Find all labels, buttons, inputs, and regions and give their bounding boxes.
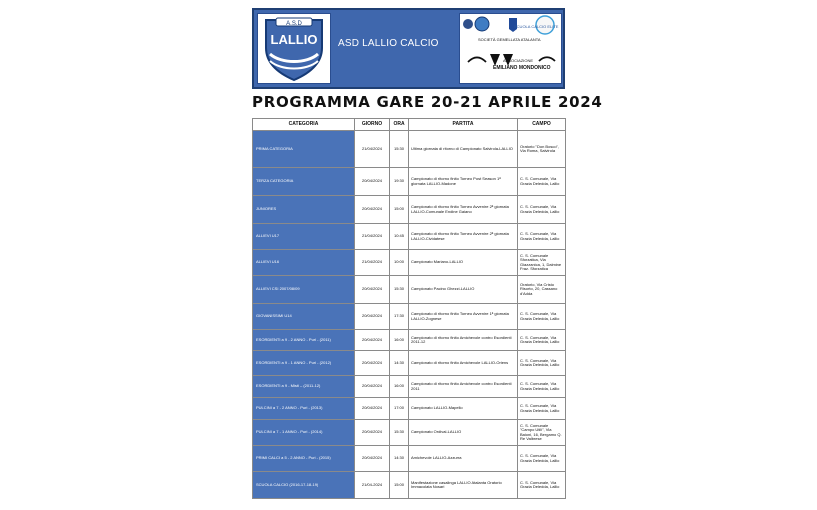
partner-text-3: ASSOCIAZIONE xyxy=(503,58,534,63)
match-cell: Campionato Pacino Ghezzi-LALLIO xyxy=(409,276,518,304)
partner-text-2: SOCIETÀ GEMELLATA ATALANTA xyxy=(478,37,541,42)
category-cell: GIOVANISSIMI U14 xyxy=(253,304,355,330)
svg-text:LALLIO: LALLIO xyxy=(270,32,318,47)
club-logo xyxy=(257,13,331,84)
matches-table xyxy=(252,118,566,499)
table-row xyxy=(253,351,566,376)
time-cell: 10:45 xyxy=(390,224,409,250)
category-cell: ALLIEVI U16 xyxy=(253,250,355,276)
match-cell: Campionato di ritorno finito Torneo Post Season 1ª giornata LALLIO-Madone xyxy=(409,168,518,196)
match-cell: Campionato di ritorno finito Amichevole contro Esordienti 2011 xyxy=(409,376,518,398)
category-cell: ALLIEVI CSI 2007/08/09 xyxy=(253,276,355,304)
date-cell: 21/04/2024 xyxy=(355,250,390,276)
time-cell: 15:00 xyxy=(390,472,409,499)
header-partita: PARTITA xyxy=(409,119,518,131)
category-cell: SCUOLA CALCIO (2016-17-18-19) xyxy=(253,472,355,499)
venue-cell: C. S. Comunale, Via Grazia Deledda, Lallio xyxy=(518,472,566,499)
date-cell: 20/04/2024 xyxy=(355,420,390,446)
table-row xyxy=(253,276,566,304)
header-giorno: GIORNO xyxy=(355,119,390,131)
match-cell: Campionato Mariano-LALLIO xyxy=(409,250,518,276)
match-cell: Campionato Ordival-LALLIO xyxy=(409,420,518,446)
time-cell: 16:00 xyxy=(390,376,409,398)
date-cell: 20/04/2024 xyxy=(355,446,390,472)
category-cell: TERZA CATEGORIA xyxy=(253,168,355,196)
match-cell: Ultima giornata di ritorno di Campionato Salvirola-LALLIO xyxy=(409,131,518,168)
venue-cell: C. S. Comunale, Via Grazia Deledda, Lallio xyxy=(518,376,566,398)
date-cell: 20/04/2024 xyxy=(355,276,390,304)
venue-cell: C. S. Comunale, Via Grazia Deledda, Lallio xyxy=(518,330,566,351)
venue-cell: Oratorio "Don Bosco", Via Roma, Salvirola xyxy=(518,131,566,168)
match-cell: Campionato di ritorno finito Torneo Avvenire 1ª giornata LALLIO-Zognese xyxy=(409,304,518,330)
svg-text:A.S.D: A.S.D xyxy=(286,21,302,27)
venue-cell: C. S. Comunale, Via Grazia Deledda, Lallio xyxy=(518,196,566,224)
venue-cell: C. S. Comunale, Via Grazia Deledda, Lallio xyxy=(518,168,566,196)
time-cell: 17:00 xyxy=(390,398,409,420)
match-cell: Campionato di ritorno finito Torneo Avvenire 2ª giornata LALLIO-Comunale Endine Gaiano xyxy=(409,196,518,224)
date-cell: 21/04/2024 xyxy=(355,224,390,250)
category-cell: ESORDIENTI a 9 - Misti – (2011-12) xyxy=(253,376,355,398)
match-cell: Amichevole LALLIO-Azzurra xyxy=(409,446,518,472)
table-row xyxy=(253,330,566,351)
club-logo-icon xyxy=(258,14,330,83)
category-cell: ALLIEVI U17 xyxy=(253,224,355,250)
date-cell: 20/04/2024 xyxy=(355,330,390,351)
venue-cell: C. S. Comunale Sforzatica, Via Giazzanica, 1, Dalmine Fraz. Sforzatica xyxy=(518,250,566,276)
table-row xyxy=(253,168,566,196)
header-ora: ORA xyxy=(390,119,409,131)
venue-cell: Oratorio, Via Cristo Risorto, 20, Cassano d'Adda xyxy=(518,276,566,304)
time-cell: 14:30 xyxy=(390,351,409,376)
category-cell: PULCINI a 7 - 2 ANNO - Puri - (2013) xyxy=(253,398,355,420)
date-cell: 20/04/2024 xyxy=(355,398,390,420)
match-cell: Campionato di ritorno finito Amichevole contro Esordienti 2011-12 xyxy=(409,330,518,351)
match-cell: Campionato di ritorno finito Amichevole LALLIO-Oriens xyxy=(409,351,518,376)
time-cell: 16:00 xyxy=(390,330,409,351)
match-cell: Campionato di ritorno finito Torneo Avvenire 2ª giornata LALLIO-Cividatese xyxy=(409,224,518,250)
time-cell: 17:30 xyxy=(390,304,409,330)
date-cell: 20/04/2024 xyxy=(355,351,390,376)
time-cell: 15:30 xyxy=(390,276,409,304)
partner-text-4: EMILIANO MONDONICO xyxy=(493,65,551,71)
table-row xyxy=(253,250,566,276)
page-title: PROGRAMMA GARE 20-21 APRILE 2024 xyxy=(252,93,603,111)
time-cell: 14:30 xyxy=(390,446,409,472)
partner-text-1: SCUOLA CALCIO ELITE xyxy=(514,24,559,29)
category-cell: PRIMI CALCI a 5 - 2 ANNO - Puri - (2015) xyxy=(253,446,355,472)
table-row xyxy=(253,472,566,499)
venue-cell: C. S. Comunale, Via Grazia Deledda, Lallio xyxy=(518,224,566,250)
category-cell: ESORDIENTI a 9 - 1 ANNO - Puri - (2012) xyxy=(253,351,355,376)
match-cell: Campionato LALLIO-Mapello xyxy=(409,398,518,420)
category-cell: PULCINI a 7 - 1 ANNO - Puri - (2014) xyxy=(253,420,355,446)
venue-cell: C. S. Comunale, Via Grazia Deledda, Lallio xyxy=(518,351,566,376)
category-cell: ESORDIENTI a 9 - 2 ANNO - Puri - (2011) xyxy=(253,330,355,351)
date-cell: 20/04/2024 xyxy=(355,168,390,196)
table-row xyxy=(253,196,566,224)
date-cell: 21/04-2024 xyxy=(355,472,390,499)
header-campo: CAMPO xyxy=(518,119,566,131)
date-cell: 21/04/2024 xyxy=(355,131,390,168)
time-cell: 15:30 xyxy=(390,420,409,446)
time-cell: 19:30 xyxy=(390,168,409,196)
time-cell: 15:30 xyxy=(390,131,409,168)
venue-cell: C. S. Comunale, Via Grazia Deledda, Lallio xyxy=(518,446,566,472)
header-categoria: CATEGORIA xyxy=(253,119,355,131)
header-banner xyxy=(252,8,565,89)
time-cell: 10:00 xyxy=(390,250,409,276)
category-cell: JUNIORES xyxy=(253,196,355,224)
table-row xyxy=(253,376,566,398)
venue-cell: C. S. Comunale, Via Grazia Deledda, Lallio xyxy=(518,304,566,330)
club-name: ASD LALLIO CALCIO xyxy=(338,38,439,49)
venue-cell: C. S. Comunale "Campo Utili", Via Baioni, 16, Bergamo Q. Re Valbrese xyxy=(518,420,566,446)
venue-cell: C. S. Comunale, Via Grazia Deledda, Lallio xyxy=(518,398,566,420)
table-row xyxy=(253,304,566,330)
date-cell: 20/04/2024 xyxy=(355,196,390,224)
category-cell: PRIMA CATEGORIA xyxy=(253,131,355,168)
table-row xyxy=(253,131,566,168)
match-cell: Manifestazione casalinga LALLIO Atalanta Oratorio Immacolata Nosari xyxy=(409,472,518,499)
date-cell: 20/04/2024 xyxy=(355,376,390,398)
partner-panel xyxy=(459,13,562,84)
date-cell: 20/04/2024 xyxy=(355,304,390,330)
table-row xyxy=(253,446,566,472)
table-row xyxy=(253,224,566,250)
time-cell: 15:00 xyxy=(390,196,409,224)
table-row xyxy=(253,398,566,420)
table-row xyxy=(253,420,566,446)
